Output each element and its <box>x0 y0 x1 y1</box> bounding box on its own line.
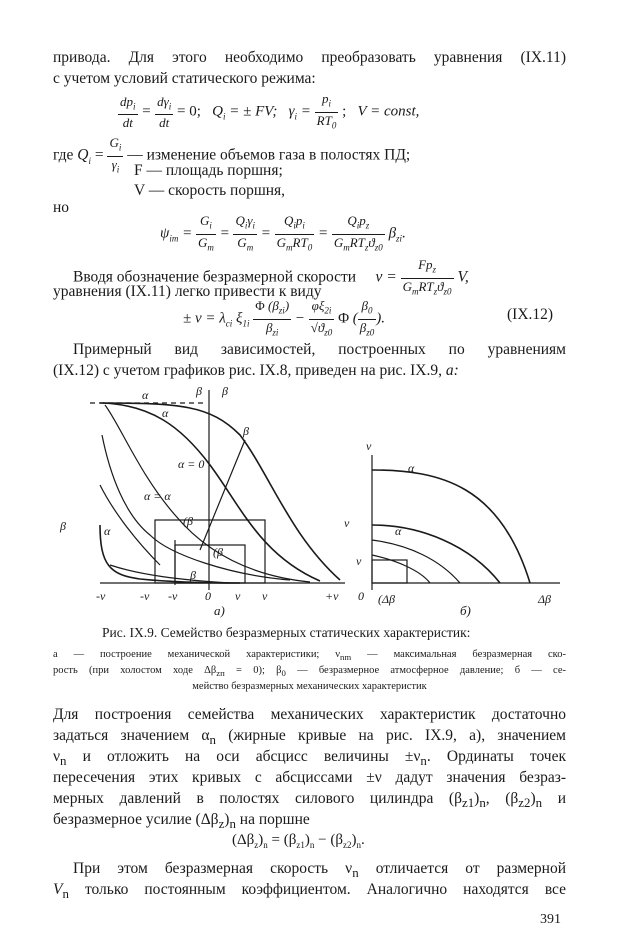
tick-minus-v: -ν <box>96 589 106 603</box>
label-beta-z2: β <box>222 384 228 398</box>
tick-vnm: ν <box>262 589 268 603</box>
label-alpha-m-b: α <box>408 461 415 475</box>
figure-label-a: а) <box>214 603 225 618</box>
para3-line1: Примерный вид зависимостей, построенных по уравнениям <box>73 341 566 358</box>
where-F: F — площадь поршня; <box>134 162 283 179</box>
tick-minus-vn: -ν <box>168 589 178 603</box>
label-beta-0: β <box>190 568 196 582</box>
label-alpha-n-top: α <box>162 406 169 420</box>
where-line: где $Q_i$ = $\frac{G_i}{\gamma_i}$ — изменение объемов газа в полостях ПД; <box>53 135 411 175</box>
equation-ix12: ± $\nu = \lambda_{ci}$ $\xi_{1i}$ $\frac{\Phi (\beta_{zi})}{\beta_{zi}}$ − $\frac{\varphi\xi_{2i}}{√ϑ_{z0}}$ Φ ( $\frac{\beta_0}{\beta_{z0}}$ ). <box>183 298 386 338</box>
para4-line2: задаться значением $\alpha_n$ (жирные кривые на рис. IX.9, а), значением <box>53 727 566 748</box>
label-beta-z2-v: β <box>60 519 66 533</box>
para5-line2: $V_n$ только постоянным коэффициентом. Аналогично находятся все <box>53 881 566 902</box>
tick-zero-a: 0 <box>205 589 211 603</box>
tick-plus-v: +ν <box>325 589 339 603</box>
label-beta-zi: β <box>196 384 202 398</box>
para4-line1: Для построения семейства механических характеристик достаточно <box>53 706 566 723</box>
label-beta-z2-n: (β <box>213 545 223 559</box>
label-alpha-0: α = 0 <box>178 457 205 471</box>
beta-z1-v-line <box>200 440 245 550</box>
label-v-n-b: ν <box>356 554 362 568</box>
beta-0-curve <box>110 565 230 583</box>
para1-line1: привода. Для этого необходимо преобразовать уравнения (IX.11) <box>53 49 566 66</box>
label-v-nm-b: ν <box>344 516 350 530</box>
label-alpha-n-b: α <box>395 524 402 538</box>
para2-line2: уравнения (IX.11) легко привести к виду <box>53 283 322 300</box>
label-alpha-eq-alpha-n: α = α <box>144 489 171 503</box>
axis-label-delta-beta-z: Δβ <box>538 592 552 606</box>
alpha-n-curve-b <box>372 525 500 583</box>
construction-rect-inner <box>175 545 245 583</box>
para4-line4: пересечения этих кривых с абсциссами ±ν дадут значения безраз- <box>53 769 566 786</box>
figure-caption-title: Рис. IX.9. Семейство безразмерных статических характеристик: <box>102 625 471 640</box>
para3-line2: (IX.12) с учетом графиков рис. IX.8, приведен на рис. IX.9, а: <box>53 362 459 379</box>
curve-b-3 <box>372 540 460 583</box>
figure-label-b: б) <box>460 603 471 618</box>
word-no: но <box>53 199 70 216</box>
label-alpha-m-top: α <box>142 388 149 402</box>
para4-line6: безразмерное усилие $(\Delta\beta_z)_n$ на поршне <box>53 811 310 832</box>
para5-line1: При этом безразмерная скорость $\nu_n$ отличается от размерной <box>73 860 566 881</box>
label-beta-z1-n: (β <box>183 514 193 528</box>
construction-rect-outer <box>155 520 265 583</box>
para2-line1: Вводя обозначение безразмерной скорости ν = $\frac{Fp_z}{G_mRT_zϑ_{z0}}$ V, <box>73 257 469 297</box>
curve-b-4 <box>372 555 430 583</box>
label-beta-z1-v: β <box>243 424 249 438</box>
tick-zero-b: 0 <box>358 589 364 603</box>
label-alpha-m: α <box>104 524 111 538</box>
equation-static-conditions: $\frac{dp_i}{dt}$ = $\frac{d\gamma_i}{dt}$ = 0; $Q_i$ = ± FV; $\gamma_i$ = $\frac{p_i}{RT_0}$ ; V = const, <box>120 91 420 131</box>
equation-label-ix12: (IX.12) <box>507 306 554 323</box>
tick-vn: ν <box>235 589 241 603</box>
page-number: 391 <box>540 912 561 927</box>
axis-label-nu: ν <box>366 439 372 453</box>
figure-caption-desc: а — построение механической характеристики; $\nu_{nm}$ — максимальная безразмерная ско- рость (при холостом ходе $\Delta\beta_{zп} = 0$); $\beta_0$ — безразмерное атмосферное давление; б — се- мейство безразмерных механических характеристик <box>53 649 566 693</box>
para4-line5: мерных давлений в полостях силового цилиндра $(\beta_{z1})_n$, $(\beta_{z2})_n$ и <box>53 790 566 811</box>
equation-psi: $\psi_{im}$ = $\frac{G_i}{G_m}$ = $\frac{Q_i\gamma_i}{G_m}$ = $\frac{Q_ip_i}{G_mRT_0}$ = $\frac{Q_ip_z}{G_mRT_zϑ_{z0}}$ $\beta_{zi}$. <box>160 213 406 253</box>
tick-minus-vnm: -ν <box>140 589 150 603</box>
para4-line3: $\nu_n$ и отложить на оси абсцисс величины $\pm\nu_n$. Ординаты точек <box>53 748 566 769</box>
alpha-n-curve-a <box>103 403 320 581</box>
para1-line2: с учетом условий статического режима: <box>53 70 316 87</box>
equation-delta-beta: $(\Delta\beta_z)_n = (\beta_{z1})_n - (\beta_{z2})_n$. <box>232 832 365 850</box>
construction-rect-b <box>372 560 407 583</box>
label-delta-beta-zn: (Δβ <box>378 592 396 606</box>
figure-ix9 <box>0 375 620 625</box>
where-V: V — скорость поршня, <box>134 182 286 199</box>
